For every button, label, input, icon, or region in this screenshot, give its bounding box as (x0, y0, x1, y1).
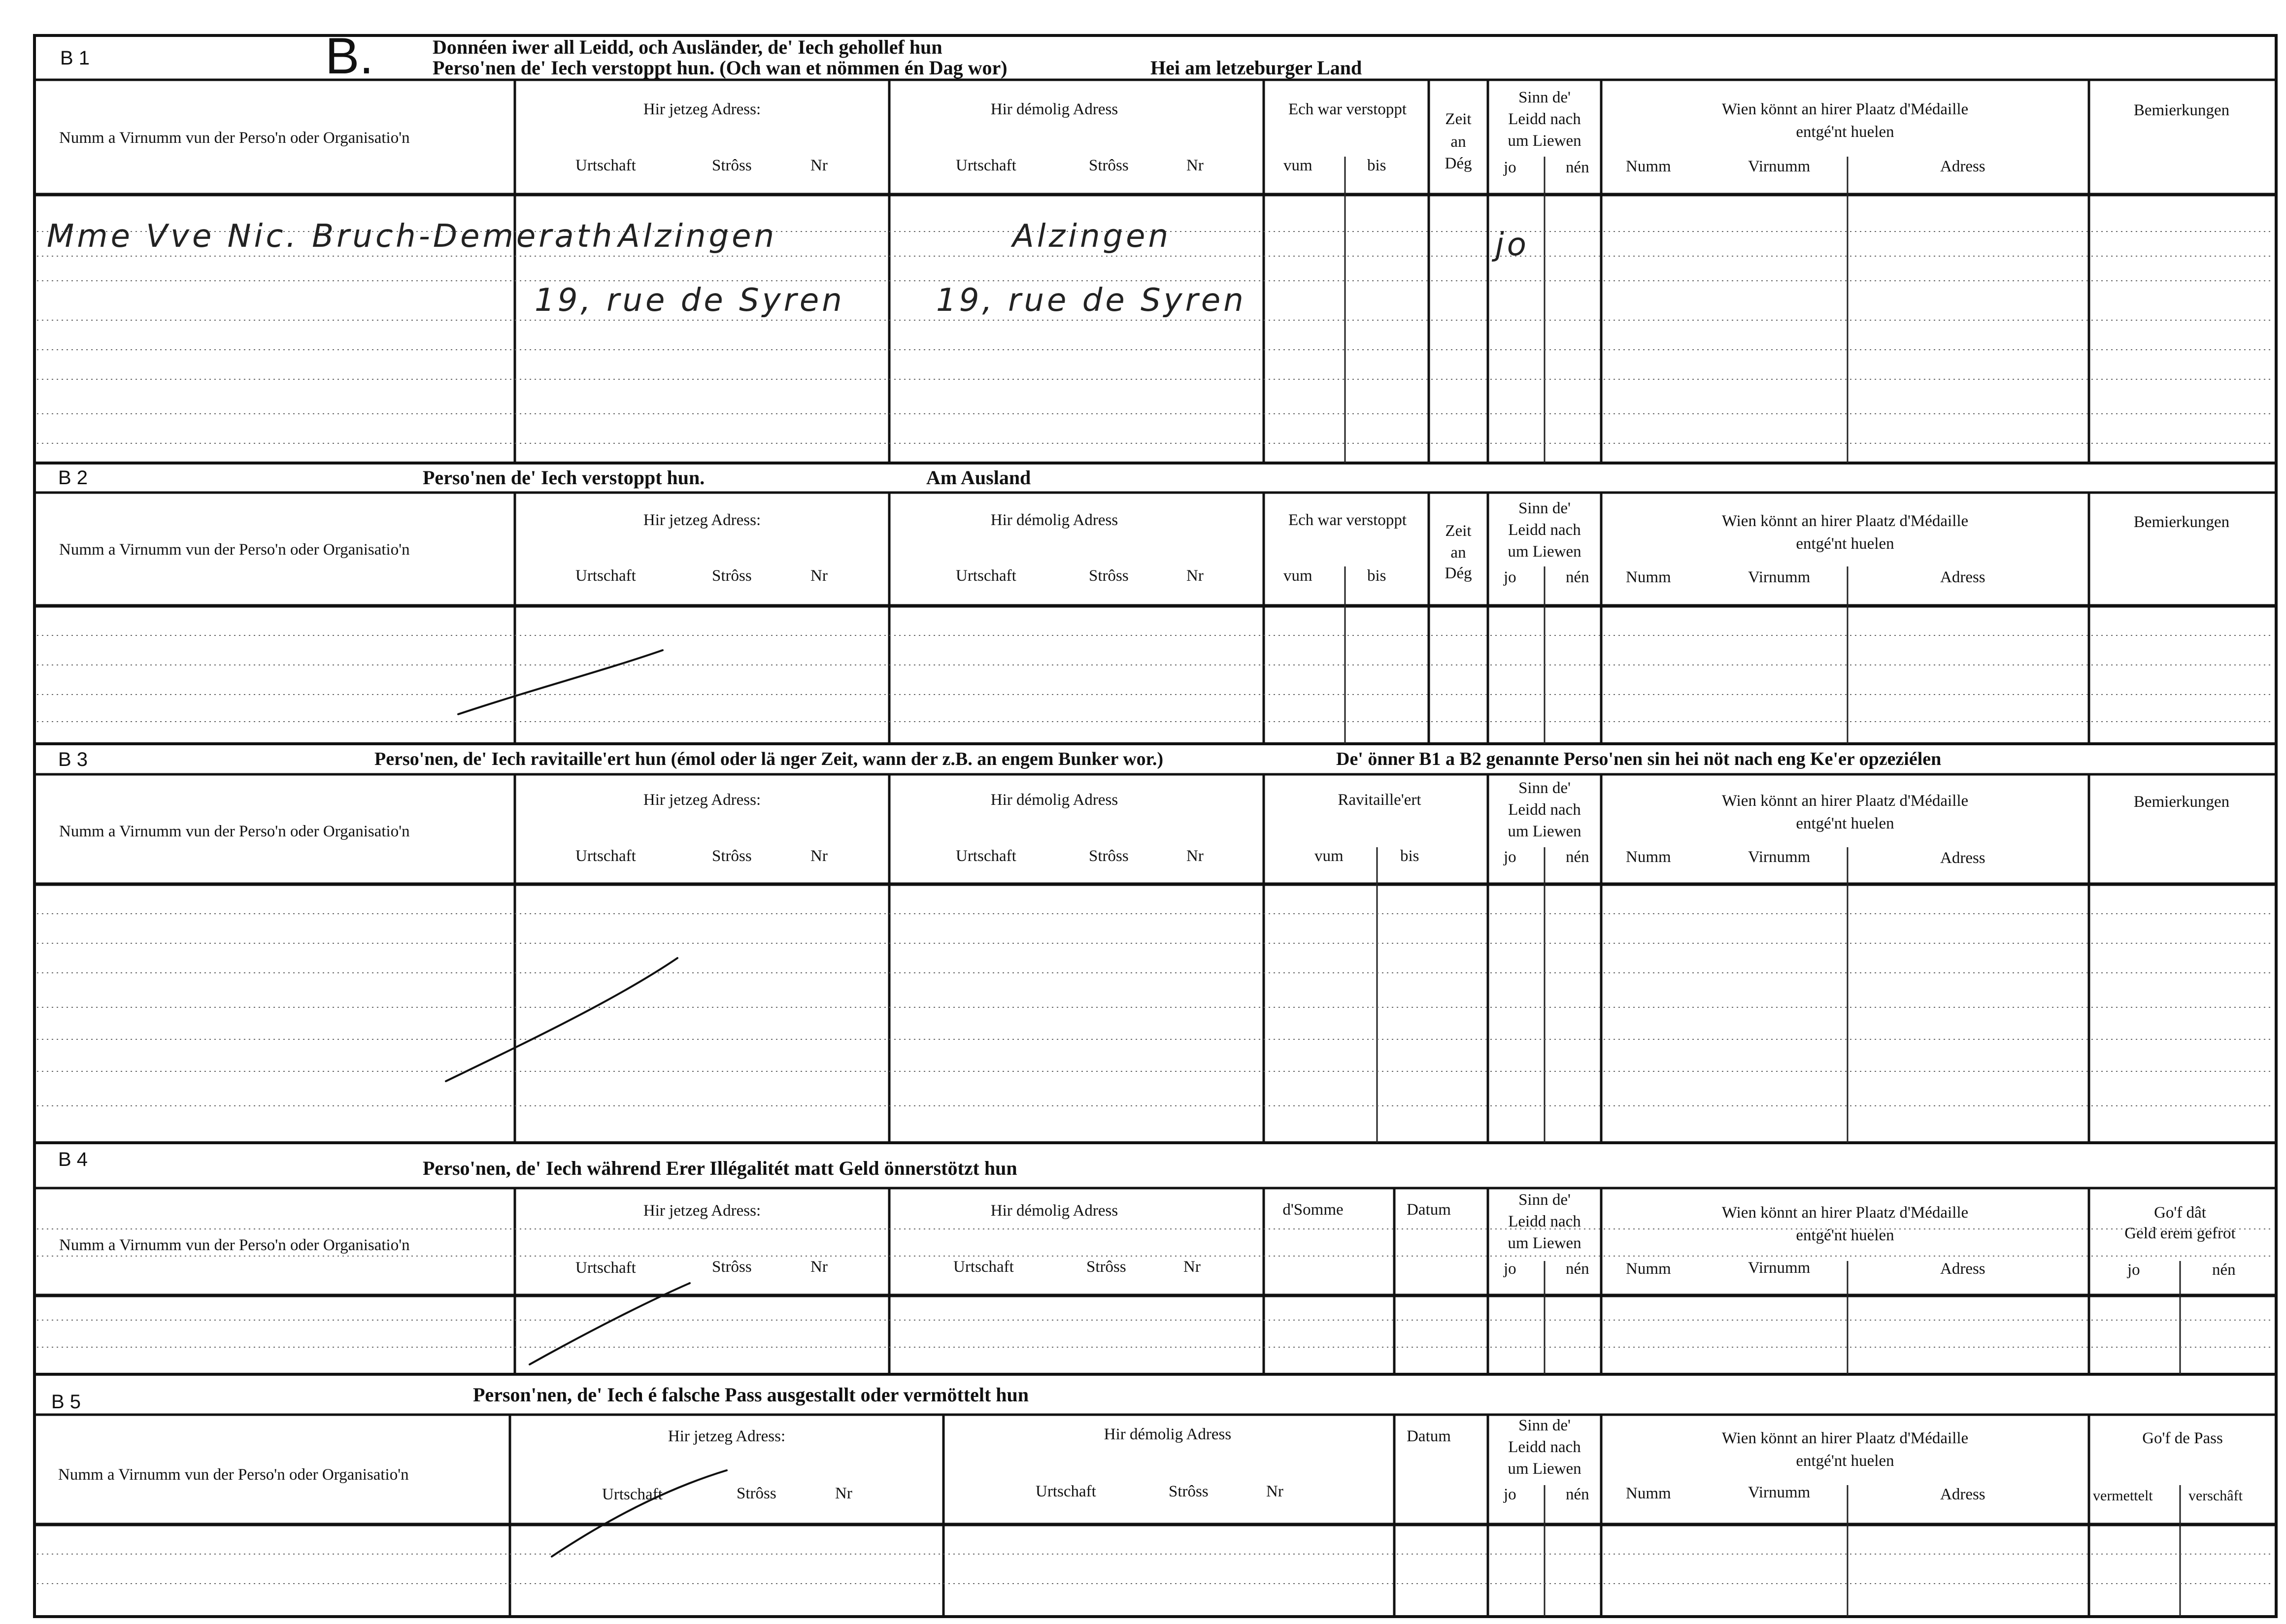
alive-header-1: Sinn de' (1518, 1191, 1571, 1209)
firstname-header: Virnumm (1748, 848, 1811, 866)
former-address-header: Hir démolig Adress (990, 1202, 1118, 1220)
locality-header: Urtschaft (956, 157, 1016, 174)
section-title: Perso'nen, de' Iech ravitaille'ert hun (émol oder lä nger Zeit, wann der z.B. an engem Bunker wor.) (374, 749, 1164, 769)
medal-header-1: Wien könnt an hirer Plaatz d'Médaille (1721, 512, 1969, 530)
handwritten-alive: jo (1495, 227, 1529, 263)
former-address-header: Hir démolig Adress (990, 511, 1118, 529)
alive-header-3: um Liewen (1508, 823, 1581, 840)
number-header: Nr (810, 157, 828, 174)
section-title-right: Am Ausland (926, 466, 1031, 489)
locality-header: Urtschaft (956, 847, 1016, 865)
yes-header: jo (1504, 848, 1516, 866)
procured-header: verschâft (2188, 1488, 2243, 1504)
remarks-header: Bemierkungen (2133, 101, 2230, 119)
name-column-header: Numm a Virnumm vun der Perso'n oder Organisatio'n (59, 541, 410, 559)
address-header: Adress (1940, 1486, 1985, 1503)
surname-header: Numm (1626, 1260, 1671, 1278)
alive-header-3: um Liewen (1508, 132, 1581, 150)
street-header: Strôss (1169, 1483, 1209, 1500)
medal-header-2: entgé'nt huelen (1796, 1452, 1894, 1470)
remarks-header: Bemierkungen (2133, 793, 2230, 811)
hidden-header: Ech war verstoppt (1288, 511, 1407, 529)
surname-header: Numm (1626, 158, 1671, 175)
alive-header-2: Leidd nach (1508, 1213, 1581, 1230)
no-header: nén (1566, 848, 1589, 866)
number-header: Nr (1186, 157, 1204, 174)
street-header: Strôss (712, 567, 752, 585)
gift-header-1: Go'f dât (2154, 1204, 2206, 1222)
surname-header: Numm (1626, 568, 1671, 586)
number-header: Nr (810, 847, 828, 865)
current-address-header: Hir jetzeg Adress: (643, 100, 761, 118)
alive-header-2: Leidd nach (1508, 110, 1581, 128)
days-header-2: an (1450, 544, 1466, 562)
street-header: Strôss (1089, 847, 1129, 865)
section-title: Perso'nen, de' Iech während Erer Illégalitét matt Geld önnerstötzt hun (423, 1157, 1017, 1179)
street-header: Strôss (712, 1258, 752, 1276)
yes-header: jo (1504, 1260, 1516, 1278)
medal-header-2: entgé'nt huelen (1796, 815, 1894, 832)
number-header: Nr (1186, 847, 1204, 865)
alive-header-3: um Liewen (1508, 1460, 1581, 1478)
current-address-header: Hir jetzeg Adress: (643, 511, 761, 529)
firstname-header: Virnumm (1748, 568, 1811, 586)
alive-header-2: Leidd nach (1508, 1438, 1581, 1456)
from-header: vum (1314, 847, 1344, 865)
medal-header-1: Wien könnt an hirer Plaatz d'Médaille (1721, 100, 1969, 118)
yes-header: jo (1504, 568, 1516, 586)
handwritten-name: Mme Vve Nic. Bruch-Demerath (47, 218, 615, 255)
section-title: Perso'nen de' Iech verstoppt hun. (423, 466, 705, 489)
address-header: Adress (1940, 158, 1985, 175)
address-header: Adress (1940, 568, 1985, 586)
former-address-header: Hir démolig Adress (1104, 1425, 1232, 1443)
street-header: Strôss (712, 157, 752, 174)
number-header: Nr (810, 567, 828, 585)
locality-header: Urtschaft (575, 1259, 636, 1277)
section-code: B 1 (60, 47, 90, 69)
yes-header: jo (2127, 1261, 2140, 1279)
medal-header-2: entgé'nt huelen (1796, 123, 1894, 141)
current-address-header: Hir jetzeg Adress: (643, 791, 761, 809)
surname-header: Numm (1626, 1485, 1671, 1502)
yes-header: jo (1504, 1486, 1516, 1503)
street-header: Strôss (712, 847, 752, 865)
gift-header-2: Geld erem gefrot (2124, 1225, 2236, 1242)
number-header: Nr (835, 1485, 852, 1502)
yes-header: jo (1504, 159, 1516, 176)
remarks-header: Bemierkungen (2133, 513, 2230, 531)
handwritten-current-locality: Alzingen (618, 218, 777, 255)
date-header: Datum (1407, 1201, 1451, 1219)
street-header: Strôss (1089, 157, 1129, 174)
medal-header-1: Wien könnt an hirer Plaatz d'Médaille (1721, 792, 1969, 810)
form-letter: B. (325, 28, 374, 85)
street-header: Strôss (1089, 567, 1129, 585)
locality-header: Urtschaft (953, 1258, 1014, 1276)
address-header: Adress (1940, 1260, 1985, 1278)
number-header: Nr (1183, 1258, 1201, 1276)
hidden-header: Ech war verstoppt (1288, 100, 1407, 118)
firstname-header: Virnumm (1748, 1484, 1811, 1501)
from-header: vum (1283, 157, 1312, 174)
no-header: nén (1566, 1486, 1589, 1503)
alive-header-3: um Liewen (1508, 543, 1581, 561)
alive-header-2: Leidd nach (1508, 801, 1581, 819)
medal-header-1: Wien könnt an hirer Plaatz d'Médaille (1721, 1204, 1969, 1222)
locality-header: Urtschaft (602, 1486, 663, 1503)
section-code: B 3 (58, 749, 88, 770)
pass-header: Go'f de Pass (2142, 1429, 2223, 1447)
section-code: B 2 (58, 467, 88, 489)
alive-header-1: Sinn de' (1518, 1417, 1571, 1434)
section-title: Donnéen iwer all Leidd, och Ausländer, de' Iech gehollef hun (433, 36, 942, 58)
section-title-right: Hei am letzeburger Land (1150, 57, 1362, 79)
address-header: Adress (1940, 849, 1985, 867)
to-header: bis (1400, 847, 1419, 865)
alive-header-1: Sinn de' (1518, 779, 1571, 797)
supplied-header: Ravitaille'ert (1338, 791, 1421, 809)
handwritten-former-street: 19, rue de Syren (936, 282, 1246, 319)
days-header-1: Zeit (1445, 522, 1472, 540)
locality-header: Urtschaft (1036, 1483, 1096, 1500)
days-header-3: Dég (1445, 564, 1472, 582)
no-header: nén (1566, 1260, 1589, 1278)
name-column-header: Numm a Virnumm vun der Perso'n oder Organisatio'n (59, 823, 410, 840)
former-address-header: Hir démolig Adress (990, 791, 1118, 809)
locality-header: Urtschaft (575, 847, 636, 865)
from-header: vum (1283, 567, 1312, 585)
no-header: nén (2212, 1261, 2236, 1279)
days-header-1: Zeit (1445, 110, 1472, 128)
street-header: Strôss (737, 1485, 776, 1502)
no-header: nén (1566, 568, 1589, 586)
section-subtitle: Perso'nen de' Iech verstoppt hun. (Och wan et nömmen én Dag wor) (433, 57, 1008, 79)
name-column-header: Numm a Virnumm vun der Perso'n oder Organisatio'n (59, 1236, 410, 1254)
alive-header-1: Sinn de' (1518, 89, 1571, 106)
locality-header: Urtschaft (575, 157, 636, 174)
issued-header: vermettelt (2093, 1488, 2153, 1504)
firstname-header: Virnumm (1748, 1259, 1811, 1277)
handwritten-current-street: 19, rue de Syren (535, 282, 845, 319)
date-header: Datum (1407, 1427, 1451, 1445)
to-header: bis (1367, 567, 1386, 585)
locality-header: Urtschaft (575, 567, 636, 585)
alive-header-3: um Liewen (1508, 1234, 1581, 1252)
current-address-header: Hir jetzeg Adress: (643, 1202, 761, 1220)
medal-header-2: entgé'nt huelen (1796, 535, 1894, 553)
medal-header-1: Wien könnt an hirer Plaatz d'Médaille (1721, 1429, 1969, 1447)
section-title-right: De' önner B1 a B2 genannte Perso'nen sin hei nöt nach eng Ke'er opzeziélen (1336, 749, 1942, 769)
section-code: B 5 (51, 1391, 81, 1413)
current-address-header: Hir jetzeg Adress: (668, 1427, 786, 1445)
number-header: Nr (1266, 1483, 1283, 1500)
former-address-header: Hir démolig Adress (990, 100, 1118, 118)
number-header: Nr (810, 1258, 828, 1276)
number-header: Nr (1186, 567, 1204, 585)
days-header-3: Dég (1445, 155, 1472, 172)
locality-header: Urtschaft (956, 567, 1016, 585)
street-header: Strôss (1086, 1258, 1126, 1276)
alive-header-1: Sinn de' (1518, 499, 1571, 517)
name-column-header: Numm a Virnumm vun der Perso'n oder Organisatio'n (59, 129, 410, 147)
medal-header-2: entgé'nt huelen (1796, 1226, 1894, 1244)
name-column-header: Numm a Virnumm vun der Perso'n oder Organisatio'n (58, 1466, 409, 1484)
section-code: B 4 (58, 1149, 88, 1170)
days-header-2: an (1450, 133, 1466, 151)
alive-header-2: Leidd nach (1508, 521, 1581, 539)
handwritten-former-locality: Alzingen (1012, 218, 1172, 255)
section-title: Person'nen, de' Iech é falsche Pass ausgestallt oder vermöttelt hun (473, 1384, 1029, 1406)
to-header: bis (1367, 157, 1386, 174)
firstname-header: Virnumm (1748, 158, 1811, 175)
surname-header: Numm (1626, 848, 1671, 866)
sum-header: d'Somme (1282, 1201, 1344, 1219)
no-header: nén (1566, 159, 1589, 176)
